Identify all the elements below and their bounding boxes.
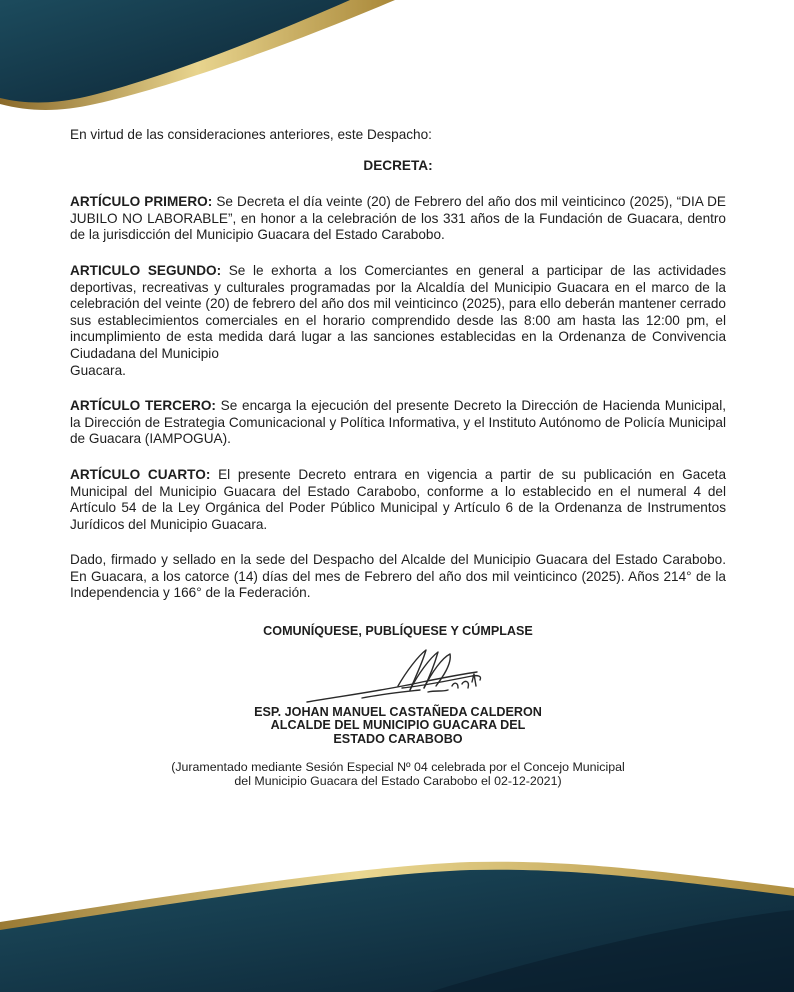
signer-title-line2: ESTADO CARABOBO: [333, 731, 463, 746]
signer-block: [70, 706, 726, 747]
article-cuarto: [70, 467, 726, 533]
bottom-decoration: [0, 842, 794, 992]
article-text: Se le exhorta a los Comerciantes en general a participar de las actividades deportivas, recreativas y culturales programadas por la Alcaldía del Municipio Guacara en el marco de la celebración del veinte (20) de febrero del año dos mil veinticinco (2025), para ello deberán mantener cerrado sus establecimientos comerciales en el horario comprendido desde las 8:00 am hasta las 12:00 pm, el incumplimiento de esta medida dará lugar a las sanciones establecidas en la Ordenanza de Convivencia Ciudadana del Municipio: [70, 262, 726, 361]
closing-text: Dado, firmado y sellado en la sede del Despacho del Alcalde del Municipio Guacara del Estado Carabobo. En Guacara, a los catorce (14) días del mes de Febrero del año dos mil veinticinco (2025). Años 214° de la Independencia y 166° de la Federación.: [70, 552, 726, 601]
article-label: ARTÍCULO TERCERO:: [70, 398, 216, 414]
decree-body: [70, 127, 726, 789]
article-label: ARTÍCULO CUARTO:: [70, 466, 211, 482]
article-segundo: [70, 263, 726, 379]
article-label: ARTÍCULO PRIMERO:: [70, 194, 213, 210]
signer-name: ESP. JOHAN MANUEL CASTAÑEDA CALDERON: [254, 704, 542, 719]
signature-area: [70, 646, 726, 708]
signer-title-line1: ALCALDE DEL MUNICIPIO GUACARA DEL: [270, 718, 526, 733]
article-text: El presente Decreto entrara en vigencia a partir de su publicación en Gaceta Municipal del Municipio Guacara del Estado Carabobo, conforme a lo establecido en el numeral 4 del Artículo 54 de la Ley Orgánica del Poder Público Municipal y Artículo 6 de la Ordenanza de Instrumentos Jurídicos del Municipio Guacara.: [70, 466, 727, 532]
handwritten-signature: [302, 646, 502, 708]
article-primero: [70, 194, 726, 244]
intro-text: En virtud de las consideraciones anteriores, este Despacho:: [70, 127, 432, 142]
publish-heading: COMUNÍQUESE, PUBLÍQUESE Y CÚMPLASE: [263, 624, 533, 639]
top-decoration: [0, 0, 794, 125]
note-line2: del Municipio Guacara del Estado Carabobo el 02-12-2021): [234, 774, 562, 789]
article-label: ARTICULO SEGUNDO:: [70, 262, 222, 278]
sworn-note: [70, 761, 726, 788]
article-text-tail: Guacara.: [70, 362, 126, 378]
article-text: Se encarga la ejecución del presente Decreto la Dirección de Hacienda Municipal, la Dirección de Estrategia Comunicacional y Política Informativa, y el Instituto Autónomo de Policía Municipal de Guacara (IAMPOGUA).: [70, 398, 726, 447]
article-tercero: [70, 398, 726, 448]
note-line1: (Juramentado mediante Sesión Especial Nº 04 celebrada por el Concejo Municipal: [171, 760, 625, 775]
decreta-heading: DECRETA:: [363, 157, 433, 173]
article-text: Se Decreta el día veinte (20) de Febrero del año dos mil veinticinco (2025), “DIA DE JUBILO NO LABORABLE”, en honor a la celebración de los 331 años de la Fundación de Guacara, dentro de la jurisdicción del Municipio Guacara del Estado Carabobo.: [70, 194, 727, 243]
